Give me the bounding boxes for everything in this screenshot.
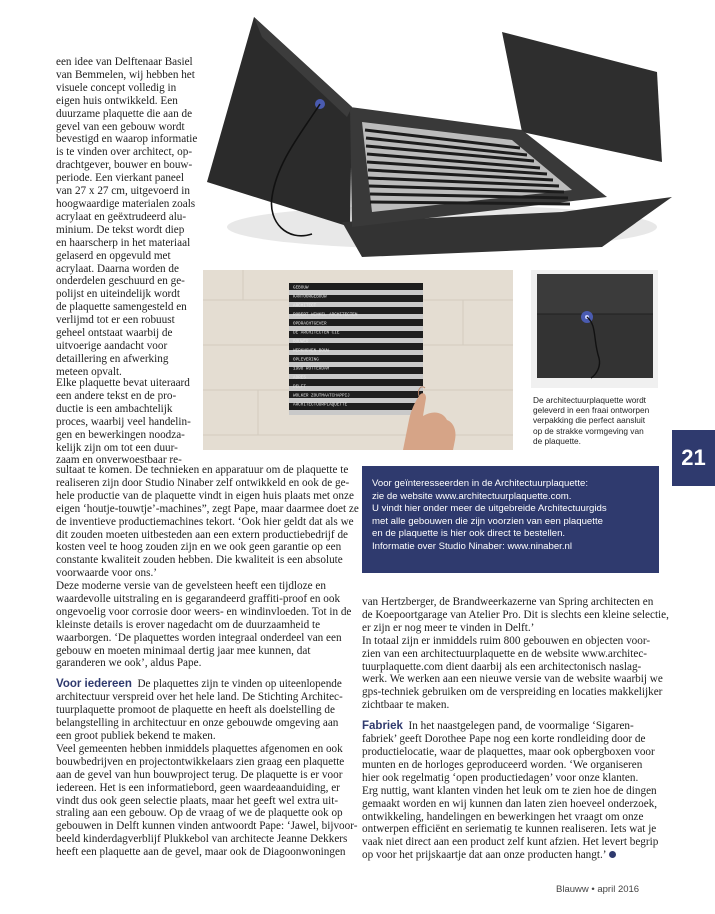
text-line: sultaat te komen. De technieken en apparatuur om de plaquette te <box>56 464 349 476</box>
text-line: gps-techniek gebruiken om de verspreiding en locaties makkelijker <box>362 686 663 699</box>
article-column-left <box>56 580 358 859</box>
text-line: is te vinden over architect, op- <box>56 146 193 159</box>
text-line: visuele concept volledig in <box>56 81 177 94</box>
text-line: op voor het prijskaartje dat aan onze producten hangt.’ <box>362 849 659 862</box>
text-line: productielocatie, waar de plaquettes, maar ook opbergboxen voor <box>362 745 655 758</box>
text-line: acrylaat en geëxtrudeerd alu- <box>56 210 187 223</box>
text-line: eigen huis ontwikkeld. Een <box>56 94 178 107</box>
text-line: periode. Een vierkant paneel <box>56 172 184 185</box>
text-line: de inventieve productiemachines tekort. ‘Ook hier geldt dat als we <box>56 515 354 528</box>
magazine-name: Blauww <box>556 884 589 895</box>
article-paragraph <box>56 580 353 670</box>
plaque-text-line: GEBOUW <box>293 285 309 291</box>
text-line: beeld kinderdagverblijf Plukkebol van architecte Jeanne Dekkers <box>56 833 348 846</box>
section-fabriek <box>362 720 659 862</box>
text-line: constante kwaliteit zouden hebben. Die kwaliteit is een absolute <box>56 554 343 567</box>
plaque-text-line: DE ARCHITECTEN CIE <box>293 330 340 336</box>
text-line: zien van een architectuurplaquette en de website www.architec- <box>362 647 648 660</box>
end-of-article-dot <box>609 851 616 858</box>
text-line: acrylaat. Daarna worden de <box>56 262 179 275</box>
section-heading: Voor iedereen <box>56 678 132 691</box>
plaque-on-wall-photo <box>203 270 513 450</box>
page-footer <box>556 884 639 895</box>
text-line: bouwbedrijven en projectontwikkelaars zien graag een plaquette <box>56 755 345 768</box>
packaging-folder-image <box>202 12 672 262</box>
text-line: heeft een plaquette aan de gevel, maar ook de Diagoonwoningen <box>56 846 346 859</box>
plaque-text-line: WOLKER ZOUTMAATCHAPPIJ <box>293 393 350 399</box>
plaque-text-line: 1998 ROTTERDAM <box>293 366 330 372</box>
info-box-line: U vindt hier onder meer de uitgebreide Architectuurgids <box>372 503 607 515</box>
text-line: gelaserd en opgevuld met <box>56 249 171 262</box>
text-line: uitvoerige aandacht voor <box>56 339 168 352</box>
text-line: gen en bewerkingen noodza- <box>56 428 185 441</box>
text-line: In totaal zijn er inmiddels ruim 800 gebouwen en objecten voor- <box>362 634 651 647</box>
section-first-line: De plaquettes zijn te vinden op uiteenlopende <box>137 678 342 691</box>
text-line: hoogwaardige materialen zoals <box>56 197 196 210</box>
issue-date: april 2016 <box>597 884 640 895</box>
info-box-line: met alle gebouwen die zijn voorzien van een plaquette <box>372 515 603 527</box>
text-line: dit zouden moeten uitbesteden aan een extern productiebedrijf de <box>56 528 349 541</box>
text-line: ontwerpen efficiënt en seriematig te kunnen realiseren. Iets wat je <box>362 823 657 836</box>
article-paragraph <box>362 596 669 712</box>
text-line: hele productie van de plaquette vindt in eigen huis plaats met onze <box>56 489 354 502</box>
text-line: Erg nuttig, want klanten vinden het leuk om te zien hoe de dingen <box>362 784 657 797</box>
text-line: architectuur verspreid over het hele land. De Stichting Architec- <box>56 691 343 704</box>
article-paragraph-wide <box>56 464 359 580</box>
text-line: een andere tekst en de pro- <box>56 389 177 402</box>
closed-box-photo <box>531 270 658 388</box>
text-line: tuurplaquette promoot de plaquette en heeft als doelstelling de <box>56 704 335 717</box>
section-first-line: In het naastgelegen pand, de voormalige ‘Sigaren- <box>408 720 634 733</box>
text-line: Elke plaquette bevat uiteraard <box>56 377 190 389</box>
text-line: drachtgever, bouwer en bouw- <box>56 159 193 172</box>
text-line: belangstelling in architectuur en onze gebouwde omgeving aan <box>56 717 339 730</box>
text-line: kosten veel te hoog zouden zijn en we ook geen garantie op een <box>56 541 342 554</box>
text-line: Veel gemeenten hebben inmiddels plaquettes afgenomen en ook <box>56 742 343 755</box>
plaque-text-line: OPLEVERING <box>293 357 319 363</box>
section-voor-iedereen <box>56 678 358 859</box>
text-line: ductie is een ambachtelijk <box>56 402 173 415</box>
caption-line: geleverd in een fraai ontworpen <box>533 405 650 416</box>
text-line: waardevolle uitstraling en is gegarandeerd graffiti-proof en ook <box>56 592 341 605</box>
text-line: tuurplaquette.com dient daarbij als een architectonisch naslag- <box>362 660 642 673</box>
text-line: waarborgen. ‘De plaquettes worden integraal onderdeel van een <box>56 631 342 644</box>
text-line: proces, waarbij veel handelin- <box>56 415 191 428</box>
text-line: realiseren zijn door Studio Ninaber zelf ontwikkeld en ook de ge- <box>56 476 350 489</box>
section-heading: Fabriek <box>362 720 403 733</box>
text-line: bevestigd en waarop informatie <box>56 133 198 146</box>
text-line: de plaquette samengesteld en <box>56 301 187 314</box>
plaque-text-line: BOUWER <box>293 339 309 345</box>
caption-line: verpakking die perfect aansluit <box>533 415 646 426</box>
info-box-line: en de plaquette is hier ook direct te bestellen. <box>372 528 566 540</box>
text-line: meteen opvalt. <box>56 365 122 378</box>
caption-line: op de strakke vormgeving van <box>533 425 644 436</box>
footer-separator: • <box>591 884 595 895</box>
text-line: een idee van Delftenaar Basiel <box>56 56 193 68</box>
text-line: detaillering en afwerking <box>56 352 169 365</box>
text-line: er zijn er nog meer te vinden in Delft.’ <box>362 621 535 634</box>
text-line: zichtbaar te maken. <box>362 699 450 712</box>
text-line: de Koepoortgarage van Atelier Pro. Dit is slechts een kleine selectie, <box>362 608 669 621</box>
text-line: gebouw en moeten minimaal dertig jaar mee kunnen, dat <box>56 644 311 657</box>
info-box-line: zie de website www.architectuurplaquette.com. <box>372 490 572 502</box>
text-line: Deze moderne versie van de gevelsteen heeft een tijdloze en <box>56 580 326 592</box>
text-line: werk. We werken aan een nieuwe versie van de website waarbij we <box>362 673 663 686</box>
info-box <box>362 466 659 573</box>
text-line: garanderen we ook’, aldus Pape. <box>56 657 202 670</box>
plaque-text-line: ADRES <box>293 375 306 381</box>
text-line: van Hertzberger, de Brandweerkazerne van Spring architecten en <box>362 596 654 608</box>
text-line: polijst en uiteindelijk wordt <box>56 288 180 301</box>
text-line: een groot publiek bekend te maken. <box>56 729 216 742</box>
text-line: gevel van een gebouw wordt <box>56 120 185 133</box>
plaque-text-line: WERKHOVEN BOUW <box>293 348 330 354</box>
plaque-text-line: ARCHITECTUURPLAQUETTE <box>293 402 348 408</box>
article-column-top <box>56 56 204 379</box>
text-line: vindt dus ook geen selectie plaats, maar het geeft wel extra uit- <box>56 794 339 807</box>
text-line: aan de gevel van hun bouwproject terug. De plaquette is er voor <box>56 768 343 781</box>
info-box-line: Informatie over Studio Ninaber: www.ninaber.nl <box>372 540 572 552</box>
text-line: geheel ontstaat waarbij de <box>56 327 173 340</box>
text-line: kelijk zijn om tot een duur- <box>56 441 178 454</box>
text-line: van Bemmelen, wij hebben het <box>56 68 195 81</box>
text-line: voorwaarde voor ons.’ <box>56 567 157 580</box>
photo-caption <box>533 395 661 446</box>
caption-line: de plaquette. <box>533 435 581 446</box>
text-line: fabriek’ geeft Dorothee Pape nog een korte rondleiding door de <box>362 733 646 746</box>
text-line: ontwikkeling, handelingen en bewerkingen het vraagt om onze <box>362 810 644 823</box>
caption-line: De architectuurplaquette wordt <box>533 395 646 405</box>
text-line: munten en de horloges geproduceerd worden. ‘We organiseren <box>362 758 643 771</box>
plaque-text-line: KANTOORGEBOUW <box>293 294 327 300</box>
text-line: duurzame plaquette die aan de <box>56 107 193 120</box>
info-box-line: Voor geïnteresseerden in de Architectuurplaquette: <box>372 478 589 489</box>
text-line: onderdelen geschuurd en ge- <box>56 275 185 288</box>
plaque-text-line: ROBERT WINKEL ARCHITECTEN <box>293 312 358 318</box>
text-line: kleinste details is erover nagedacht om de duurzaamheid te <box>56 618 321 631</box>
text-line: gemaakt worden en wij kunnen dan laten zien hoeveel onderzoek, <box>362 797 658 810</box>
article-column-right <box>362 596 669 862</box>
text-line: van 27 x 27 cm, uitgevoerd in <box>56 185 190 198</box>
plaque-text-line: DELFT <box>293 384 306 390</box>
text-line: eigen ‘houtje-touwtje’-machines”, zegt Pape, maar daarmee doet ze <box>56 502 359 515</box>
text-line: hier ook regelmatig ‘open productiedagen’ voor onze klanten. <box>362 771 639 784</box>
text-line: zaam en onverwoestbaar re- <box>56 454 182 467</box>
plaque-text-line: ARCHITECT <box>293 303 317 309</box>
text-line: ongevoelig voor corrosie door weers- en windinvloeden. Tot in de <box>56 605 352 618</box>
text-line: vaak niet direct aan een product zelf kunt afzien. Het levert begrip <box>362 836 659 849</box>
text-line: gebouwen in Delft kunnen vinden antwoordt Pape: ‘Jawel, bijvoor- <box>56 820 358 833</box>
text-line: minium. De tekst wordt diep <box>56 223 185 236</box>
text-line: en haarscherp in het materiaal <box>56 236 191 249</box>
page-number-tab: 21 <box>672 430 715 486</box>
text-line: straling aan een gebouw. Op de vraag of we de plaquette ook op <box>56 807 343 820</box>
article-column-narrow <box>56 377 204 467</box>
plaque-text-line: OPDRACHTGEVER <box>293 321 327 327</box>
text-line: verlijmd tot er een robuust <box>56 314 175 327</box>
text-line: iedereen. Het is een informatiebord, geen waardeaanduiding, er <box>56 781 340 794</box>
